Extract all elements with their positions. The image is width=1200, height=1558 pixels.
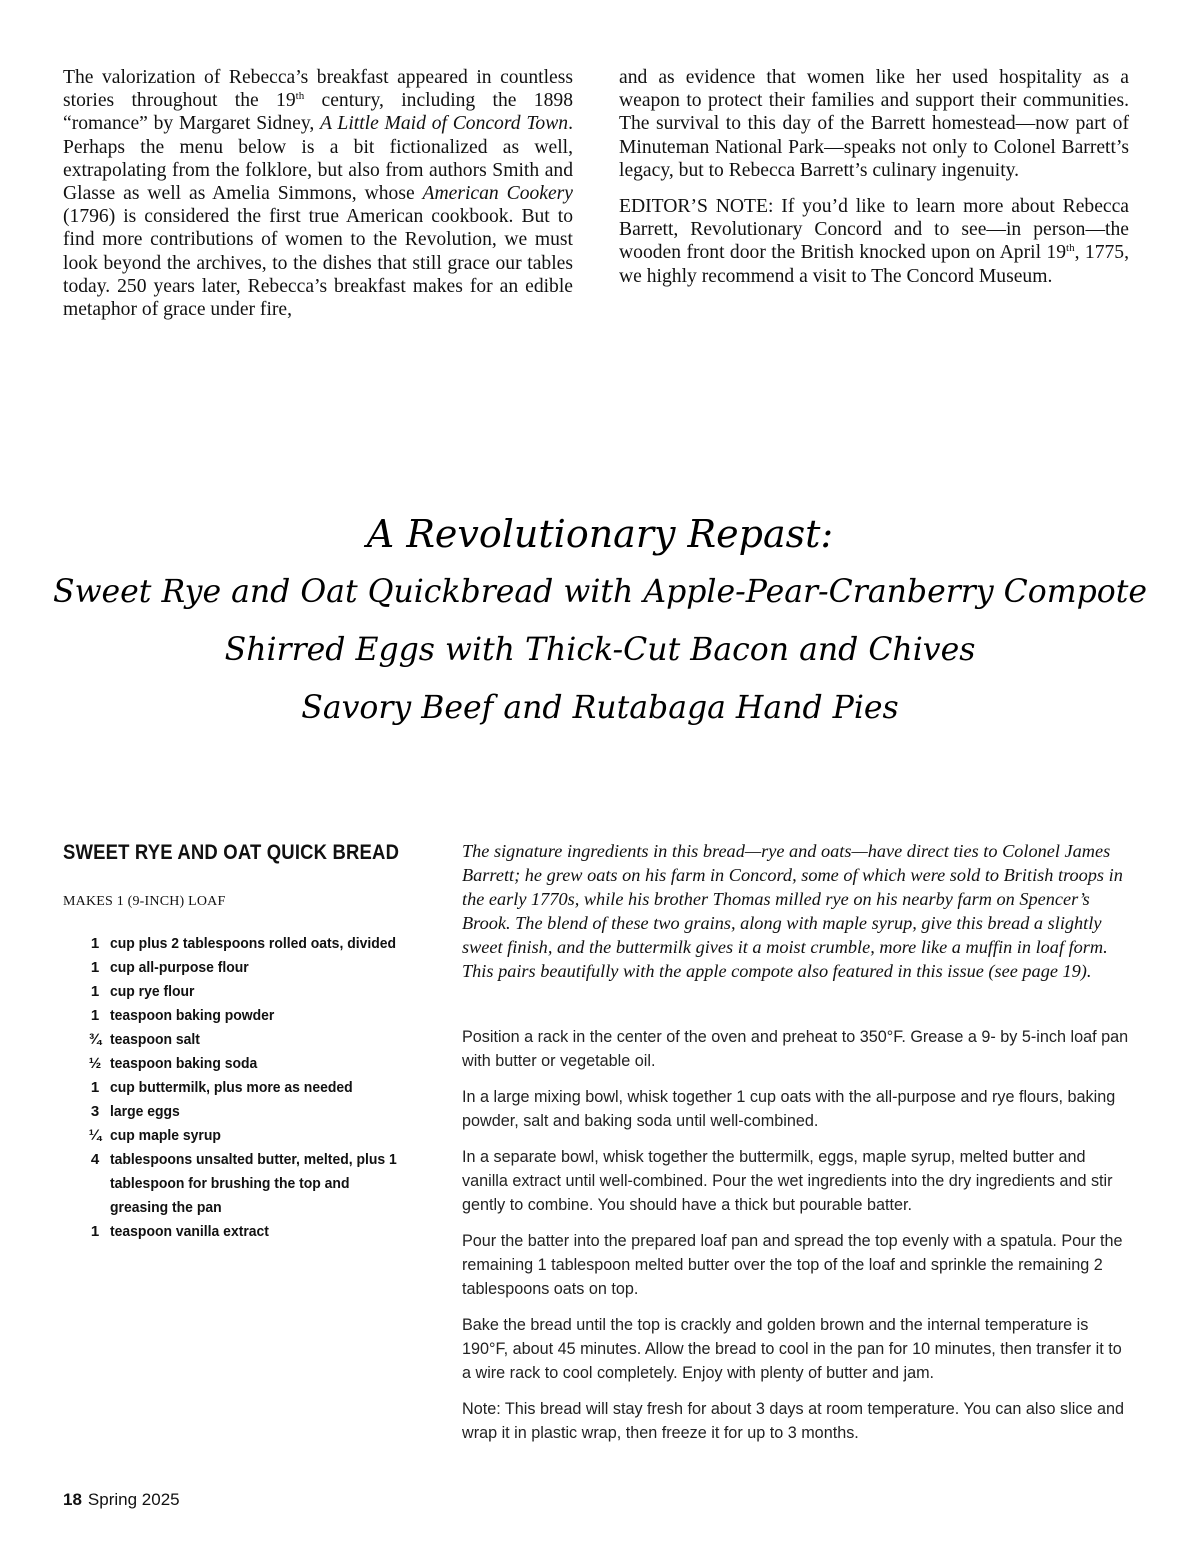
recipe-steps bbox=[462, 1025, 1134, 1457]
ingredient-text: teaspoon salt bbox=[110, 1031, 200, 1048]
ingredient-text: cup rye flour bbox=[110, 983, 195, 1000]
text-run: , 1775, we highly recommend a visit to The Concord Museum. bbox=[619, 242, 1129, 287]
ingredient-text: teaspoon baking powder bbox=[110, 1007, 275, 1024]
menu-item: Shirred Eggs with Thick-Cut Bacon and Chives bbox=[224, 632, 976, 668]
ingredient-item bbox=[80, 1148, 425, 1220]
editors-note bbox=[619, 195, 1129, 288]
ingredient-item bbox=[80, 1004, 425, 1028]
ingredient-quantity: 1 bbox=[90, 983, 100, 1000]
ingredient-text: teaspoon baking soda bbox=[110, 1055, 258, 1072]
ingredient-text: tablespoons unsalted butter, melted, plus 1 tablespoon for brushing the top and greasing the pan bbox=[110, 1151, 397, 1216]
recipe-intro: The signature ingredients in this bread—rye and oats—have direct ties to Colonel James Barrett; he grew oats on his farm in Concord, some of which were sold to British troops in the early 1770s, while his brother Thomas milled rye on his nearby farm on Spencer’s Brook. The blend of these two grains, along with maple syrup, give this bread a slightly sweet finish, and the buttermilk gives it a moist crumble, more like a muffin in loaf form. This pairs beautifully with the apple compote also featured in this issue (see page 19). bbox=[462, 841, 1123, 981]
issue-label: Spring 2025 bbox=[87, 1490, 180, 1509]
ingredient-quantity: ½ bbox=[88, 1055, 102, 1072]
menu-block bbox=[0, 505, 1200, 737]
ingredient-item bbox=[80, 980, 425, 1004]
ingredient-text: large eggs bbox=[110, 1103, 180, 1120]
book-title: A Little Maid of Concord Town bbox=[320, 113, 569, 135]
ordinal-suffix: th bbox=[1066, 242, 1075, 255]
ingredient-item bbox=[80, 1076, 425, 1100]
text-run: . Perhaps the menu below is a bit fictionalized as well, extrapolating from the folklore, but also from authors Smith and Glasse as well as Amelia Simmons, whose bbox=[63, 113, 573, 205]
article-paragraph: and as evidence that women like her used hospitality as a weapon to protect their families and support their communities. The survival to this day of the Barrett homestead—now part of Minuteman National Park—speaks not only to Colonel Barrett’s legacy, but to Rebecca Barrett’s culinary ingenuity. bbox=[619, 67, 1129, 181]
recipe-step: Bake the bread until the top is crackly and golden brown and the internal temperature is 190°F, about 45 minutes. Allow the bread to cool in the pan for 10 minutes, then transfer it to a wire rack to cool completely. Enjoy with plenty of butter and jam. bbox=[462, 1316, 1122, 1382]
recipe-note: Note: This bread will stay fresh for about 3 days at room temperature. You can also slice and wrap it in plastic wrap, then freeze it for up to 3 months. bbox=[462, 1400, 1124, 1442]
ingredient-quantity: 3 bbox=[90, 1103, 100, 1120]
recipe-step: Pour the batter into the prepared loaf pan and spread the top evenly with a spatula. Pour the remaining 1 tablespoon melted butter over the top of the loaf and sprinkle the remaining 2 tablespoons oats on top. bbox=[462, 1232, 1123, 1298]
menu-item: Savory Beef and Rutabaga Hand Pies bbox=[301, 690, 899, 726]
ingredient-text: teaspoon vanilla extract bbox=[110, 1223, 269, 1240]
ingredient-item bbox=[80, 1052, 425, 1076]
recipe-step: In a separate bowl, whisk together the buttermilk, eggs, maple syrup, melted butter and vanilla extract until well-combined. Pour the wet ingredients into the dry ingredients and stir gently to combine. You should have a thick but pourable batter. bbox=[462, 1148, 1113, 1214]
ingredient-list bbox=[80, 932, 425, 1244]
menu-item: Sweet Rye and Oat Quickbread with Apple-Pear-Cranberry Compote bbox=[52, 574, 1148, 610]
ingredient-text: cup all-purpose flour bbox=[110, 959, 249, 976]
ingredient-quantity: 1 bbox=[90, 935, 100, 952]
ingredient-text: cup buttermilk, plus more as needed bbox=[110, 1079, 353, 1096]
page-number: 18 bbox=[63, 1490, 82, 1509]
ingredient-item bbox=[80, 932, 425, 956]
article-column-right bbox=[619, 66, 1129, 288]
ingredient-quantity: 1 bbox=[90, 1079, 100, 1096]
recipe-step: In a large mixing bowl, whisk together 1 cup oats with the all-purpose and rye flours, baking powder, salt and baking soda until well-combined. bbox=[462, 1088, 1116, 1130]
text-run: (1796) is considered the first true American cookbook. But to find more contributions of women to the Revolution, we must look beyond the archives, to the dishes that still grace our tables today. 250 years later, Rebecca’s breakfast makes for an edible metaphor of grace under fire, bbox=[63, 206, 573, 321]
ingredient-quantity: 1 bbox=[90, 1223, 100, 1240]
ordinal-suffix: th bbox=[295, 90, 305, 103]
ingredient-quantity: ¼ bbox=[88, 1127, 102, 1144]
ingredient-item bbox=[80, 1124, 425, 1148]
page-footer bbox=[63, 1490, 180, 1510]
ingredient-item bbox=[80, 1028, 425, 1052]
book-title: American Cookery bbox=[422, 183, 574, 205]
ingredient-item bbox=[80, 956, 425, 980]
ingredient-quantity: 1 bbox=[90, 1007, 100, 1024]
recipe-title: SWEET RYE AND OAT QUICK BREAD bbox=[63, 840, 400, 864]
text-run: century, including the 1898 “romance” by Margaret Sidney, bbox=[63, 90, 573, 135]
ingredient-item bbox=[80, 1220, 425, 1244]
menu-title: A Revolutionary Repast: bbox=[366, 512, 834, 556]
text-run: The valorization of Rebecca’s breakfast appeared in countless stories throughout the 19 bbox=[63, 67, 573, 112]
ingredient-text: cup maple syrup bbox=[110, 1127, 221, 1144]
article-paragraph bbox=[63, 66, 573, 321]
ingredient-quantity: 4 bbox=[90, 1151, 100, 1168]
recipe-step: Position a rack in the center of the oven and preheat to 350°F. Grease a 9- by 5-inch loaf pan with butter or vegetable oil. bbox=[462, 1028, 1129, 1070]
ingredient-item bbox=[80, 1100, 425, 1124]
ingredient-text: cup plus 2 tablespoons rolled oats, divided bbox=[110, 935, 397, 952]
article-column-left bbox=[63, 66, 573, 321]
ingredient-quantity: 1 bbox=[90, 959, 100, 976]
ingredient-quantity: ¾ bbox=[88, 1031, 102, 1048]
text-run: EDITOR’S NOTE: If you’d like to learn more about Rebecca Barrett, Revolutionary Concord and to see—in person—the wooden front door the British knocked upon on April 19 bbox=[619, 196, 1129, 264]
recipe-yield: MAKES 1 (9-INCH) LOAF bbox=[63, 894, 226, 909]
